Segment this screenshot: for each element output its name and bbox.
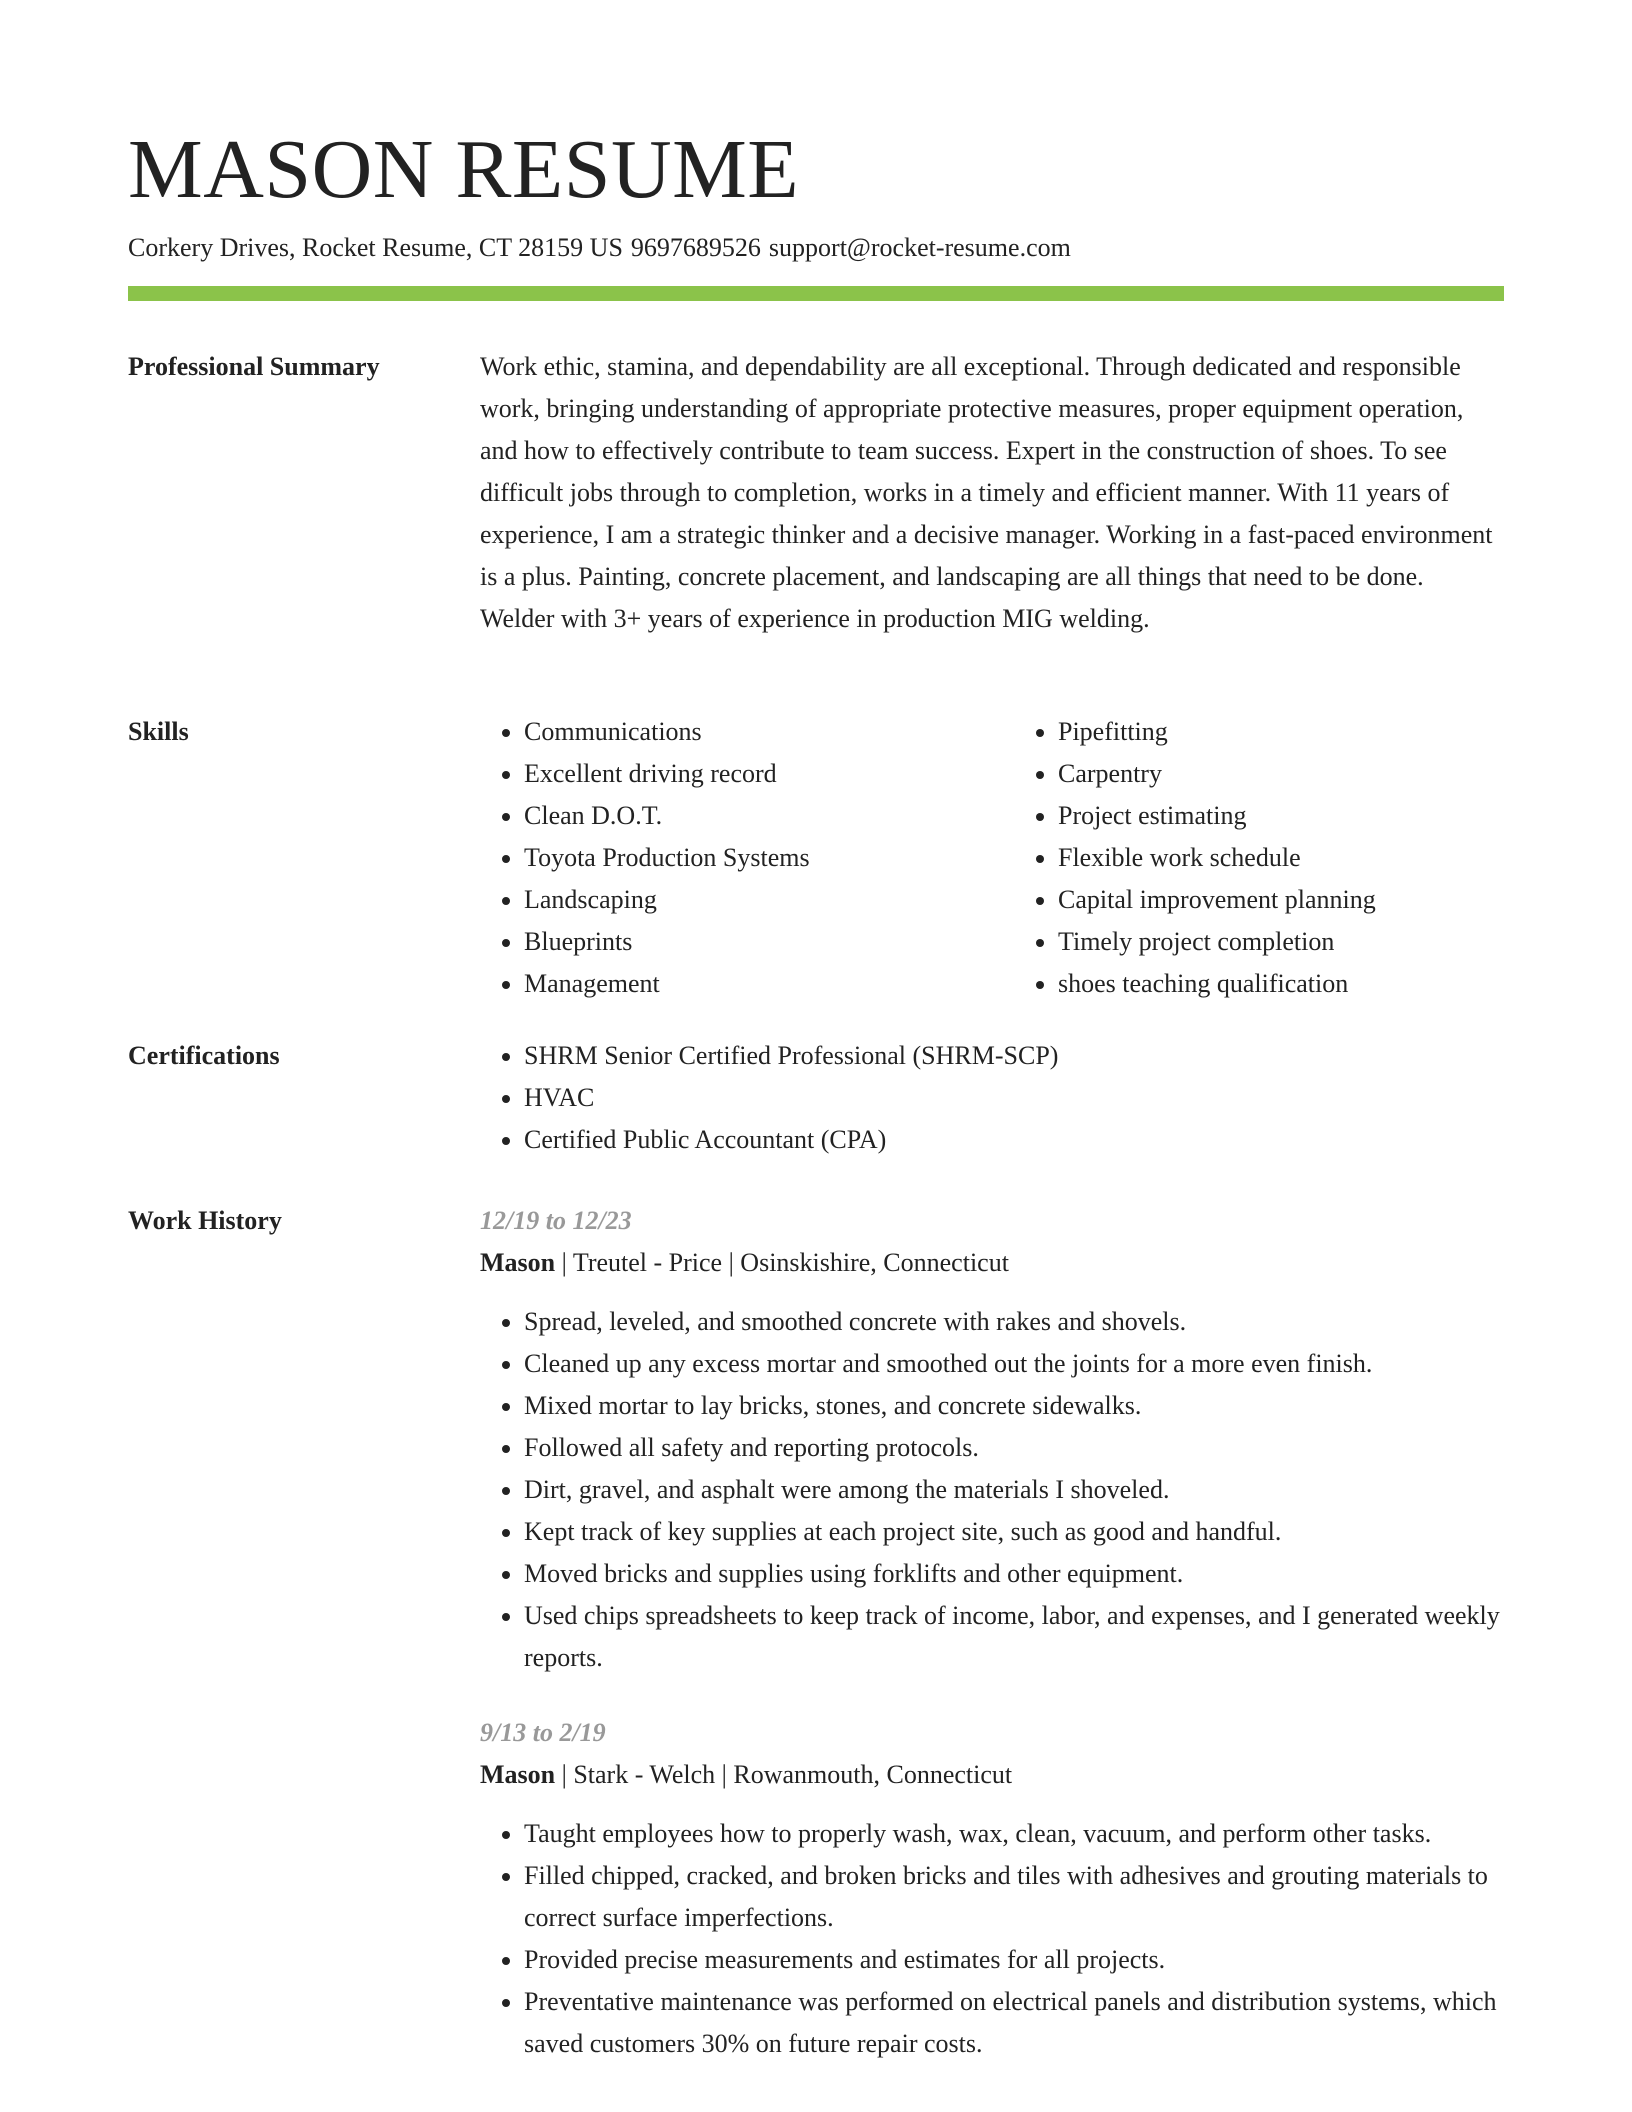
skill-item: • Project estimating (1058, 795, 1504, 837)
skill-item: • Blueprints (524, 921, 970, 963)
skill-item: • Management (524, 963, 970, 1005)
job-title-line (480, 1242, 1504, 1284)
header-divider (128, 286, 1504, 301)
skill-item: • Timely project completion (1058, 921, 1504, 963)
job-duties-list (480, 1301, 1504, 1679)
candidate-name: MASON RESUME (128, 123, 800, 216)
job-employer-location: | Stark - Welch | Rowanmouth, Connecticut (555, 1760, 1013, 1789)
work-history-body (480, 1200, 1504, 2065)
job-duty: • Kept track of key supplies at each project site, such as good and handful. (524, 1511, 1504, 1553)
work-history-heading: Work History (128, 1206, 282, 1235)
job-title-line (480, 1754, 1504, 1796)
summary-body (480, 346, 1504, 640)
certifications-body (480, 1035, 1504, 1161)
job-role: Mason (480, 1760, 556, 1789)
job-dates: 9/13 to 2/19 (480, 1718, 606, 1747)
job-duty: • Cleaned up any excess mortar and smoothed out the joints for a more even finish. (524, 1343, 1504, 1385)
certifications-list (480, 1035, 1504, 1161)
skills-heading: Skills (128, 717, 189, 746)
skills-list-left (480, 711, 970, 1005)
job-duty: • Used chips spreadsheets to keep track of income, labor, and expenses, and I generated weekly reports. (524, 1595, 1504, 1679)
skill-item: • Communications (524, 711, 970, 753)
job-duty: • Filled chipped, cracked, and broken bricks and tiles with adhesives and grouting materials to correct surface imperfections. (524, 1855, 1504, 1939)
certifications-heading: Certifications (128, 1041, 280, 1070)
job-entry (480, 1200, 1504, 1679)
contact-phone: 9697689526 (630, 233, 761, 262)
skill-item: • Carpentry (1058, 753, 1504, 795)
job-duty: • Spread, leveled, and smoothed concrete with rakes and shovels. (524, 1301, 1504, 1343)
job-duties-list (480, 1813, 1504, 2065)
job-duty: • Mixed mortar to lay bricks, stones, and concrete sidewalks. (524, 1385, 1504, 1427)
job-entry (480, 1712, 1504, 2065)
certification-item: • Certified Public Accountant (CPA) (524, 1119, 1504, 1161)
skill-item: • Clean D.O.T. (524, 795, 970, 837)
skill-item: • Toyota Production Systems (524, 837, 970, 879)
skills-list-right (1014, 711, 1504, 1005)
summary-heading: Professional Summary (128, 352, 380, 381)
job-duty: • Preventative maintenance was performed on electrical panels and distribution systems, which saved customers 30% on future repair costs. (524, 1981, 1504, 2065)
job-employer-location: | Treutel - Price | Osinskishire, Connecticut (555, 1248, 1009, 1277)
contact-line (128, 230, 1079, 266)
job-duty: • Followed all safety and reporting protocols. (524, 1427, 1504, 1469)
skill-item: • Landscaping (524, 879, 970, 921)
skill-item: • Excellent driving record (524, 753, 970, 795)
job-duty: • Moved bricks and supplies using forklifts and other equipment. (524, 1553, 1504, 1595)
certification-item: • HVAC (524, 1077, 1504, 1119)
skill-item: • Flexible work schedule (1058, 837, 1504, 879)
skill-item: • shoes teaching qualification (1058, 963, 1504, 1005)
summary-text: Work ethic, stamina, and dependability are all exceptional. Through dedicated and responsible work, bringing understanding of appropriate protective measures, proper equipment operation, and how to effectively contribute to team success. Expert in the construction of shoes. To see difficult jobs through to completion, works in a timely and efficient manner. With 11 years of experience, I am a strategic thinker and a decisive manager. Working in a fast-paced environment is a plus. Painting, concrete placement, and landscaping are all things that need to be done. Welder with 3+ years of experience in production MIG welding. (480, 352, 1493, 633)
job-dates: 12/19 to 12/23 (480, 1206, 632, 1235)
job-duty: • Taught employees how to properly wash, wax, clean, vacuum, and perform other tasks. (524, 1813, 1504, 1855)
job-role: Mason (480, 1248, 556, 1277)
contact-address: Corkery Drives, Rocket Resume, CT 28159 US (128, 233, 623, 262)
job-duty: • Dirt, gravel, and asphalt were among the materials I shoveled. (524, 1469, 1504, 1511)
job-duty: • Provided precise measurements and estimates for all projects. (524, 1939, 1504, 1981)
skill-item: • Capital improvement planning (1058, 879, 1504, 921)
skill-item: • Pipefitting (1058, 711, 1504, 753)
contact-email[interactable]: support@rocket-resume.com (768, 233, 1071, 262)
certification-item: • SHRM Senior Certified Professional (SHRM-SCP) (524, 1035, 1504, 1077)
skills-body (480, 711, 1504, 1005)
